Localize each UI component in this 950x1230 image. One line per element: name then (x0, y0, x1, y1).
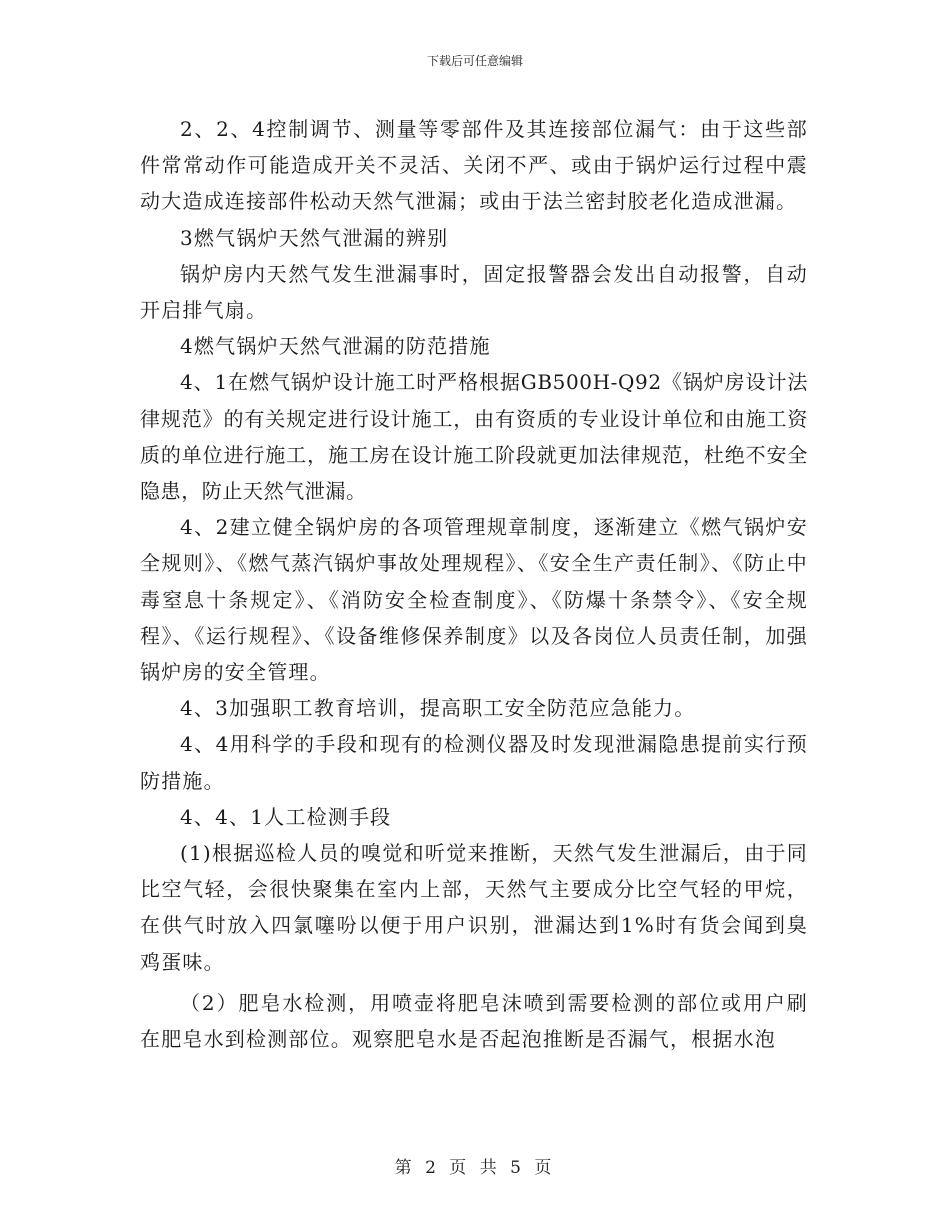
document-body (140, 111, 808, 1057)
paragraph-4-2: 4、2建立健全锅炉房的各项管理规章制度，逐渐建立《燃气锅炉安全规则》、《燃气蒸汽锅炉事故处理规程》、《安全生产责任制》、《防止中毒窒息十条规定》、《消防安全检查制度》、《防爆十条禁令》、《安全规程》、《运行规程》、《设备维修保养制度》以及各岗位人员责任制，加强锅炉房的安全管理。 (140, 515, 808, 685)
heading-4-4-1: 4、4、1人工检测手段 (180, 804, 392, 829)
paragraph-4-3: 4、3加强职工教育培训，提高职工安全防范应急能力。 (180, 696, 696, 721)
paragraph-item-2: （2）肥皂水检测，用喷壶将肥皂沫喷到需要检测的部位或用户刷在肥皂水到检测部位。观察肥皂水是否起泡推断是否漏气，根据水泡 (140, 990, 808, 1052)
page-number-footer: 第 2 页 共 5 页 (394, 1158, 556, 1178)
paragraph-3-body: 锅炉房内天然气发生泄漏事时，固定报警器会发出自动报警，自动开启排气扇。 (140, 261, 808, 323)
paragraph-4-4: 4、4用科学的手段和现有的检测仪器及时发现泄漏隐患提前实行预防措施。 (140, 732, 808, 793)
paragraph-4-1: 4、1在燃气锅炉设计施工时严格根据GB500H-Q92《锅炉房设计法律规范》的有关规定进行设计施工，由有资质的专业设计单位和由施工资质的单位进行施工，施工房在设计施工阶段就更加法律规范，杜绝不安全隐患，防止天然气泄漏。 (140, 370, 808, 504)
paragraph-2-2-4: 2、2、4控制调节、测量等零部件及其连接部位漏气：由于这些部件常常动作可能造成开关不灵活、关闭不严、或由于锅炉运行过程中震动大造成连接部件松动天然气泄漏；或由于法兰密封胶老化造成泄漏。 (140, 117, 808, 214)
page-header: 下载后可任意编辑 (426, 54, 523, 68)
paragraph-item-1: (1)根据巡检人员的嗅觉和听觉来推断，天然气发生泄漏后，由于同比空气轻，会很快聚集在室内上部，天然气主要成分比空气轻的甲烷，在供气时放入四氯噻吩以便于用户识别，泄漏达到1%时有货会闻到臭鸡蛋味。 (140, 841, 808, 974)
heading-3: 3燃气锅炉天然气泄漏的辨别 (180, 225, 449, 250)
heading-4: 4燃气锅炉天然气泄漏的防范措施 (180, 334, 491, 359)
